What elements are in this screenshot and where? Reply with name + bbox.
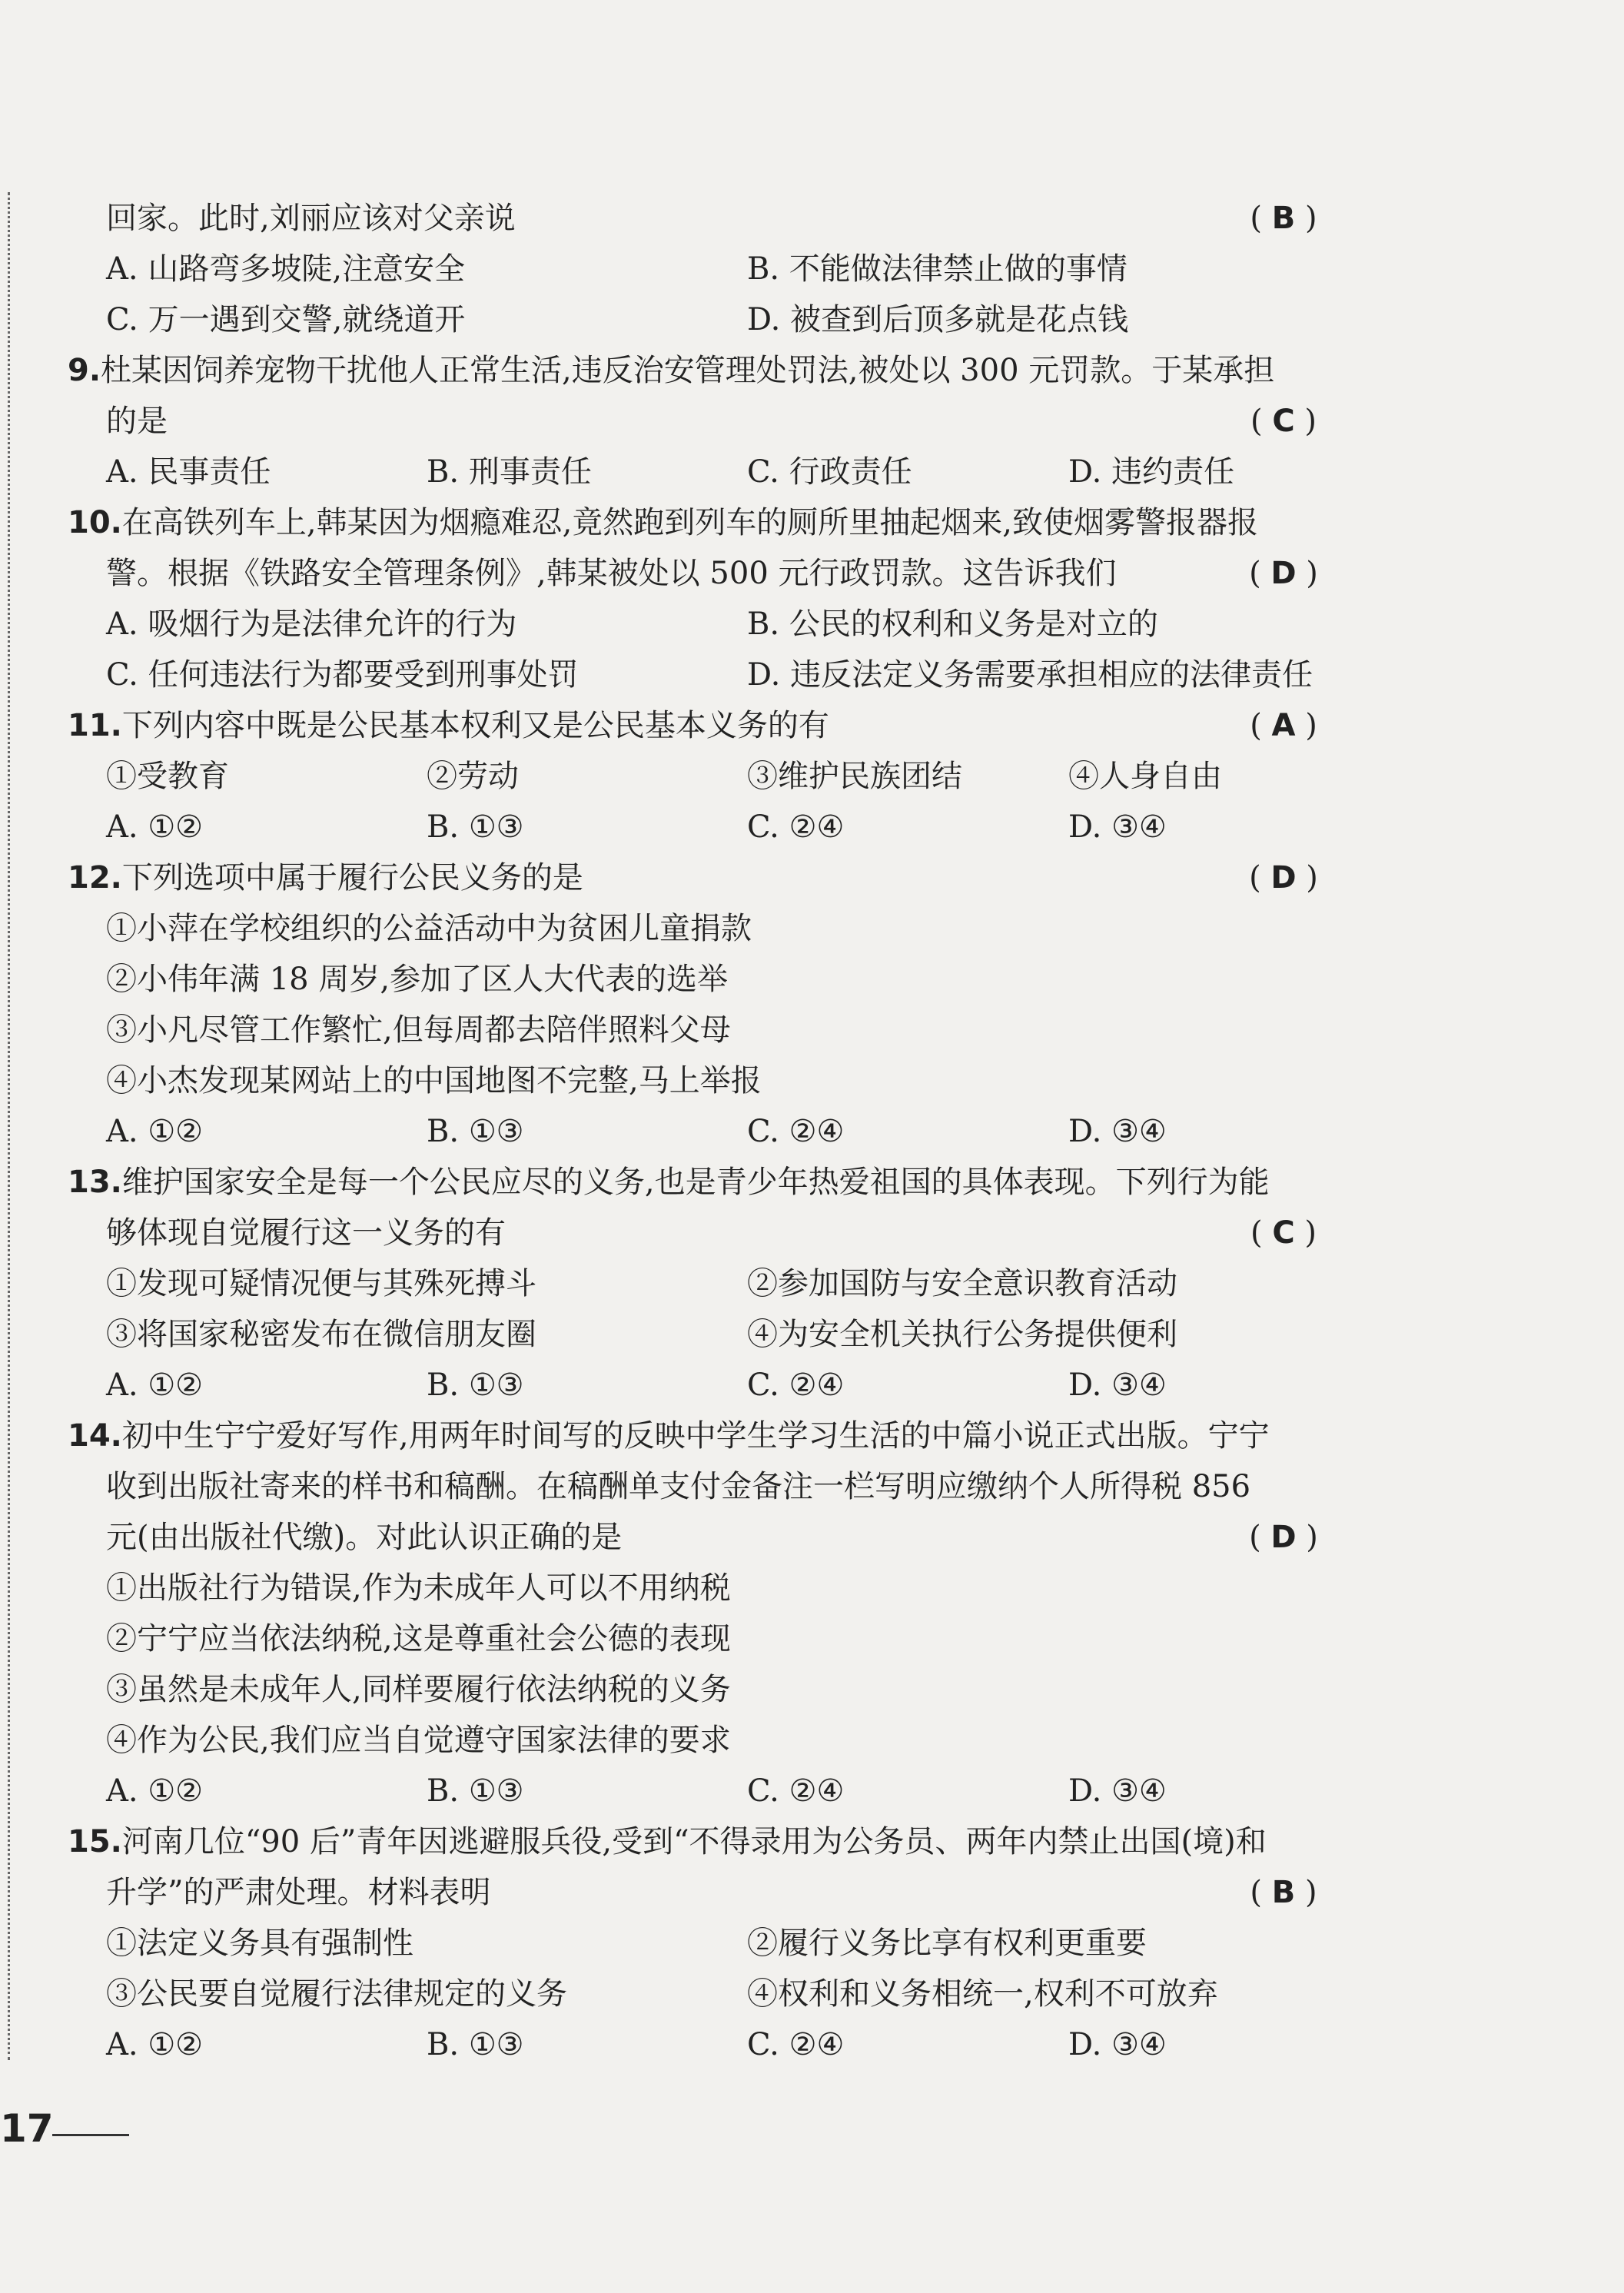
question-10-option-b: B. 公民的权利和义务是对立的 [747, 606, 1158, 642]
question-13-item-3: ③将国家秘密发布在微信朋友圈 [106, 1317, 536, 1352]
question-14-line-3: 元(由出版社代缴)。对此认识正确的是 [106, 1520, 623, 1555]
question-12-option-a: A. ①② [106, 1114, 204, 1149]
question-14-option-b: B. ①③ [427, 1773, 524, 1809]
binding-dotted-line [8, 192, 10, 2060]
question-8-option-d: D. 被查到后顶多就是花点钱 [747, 302, 1129, 337]
question-11-option-c: C. ②④ [747, 809, 845, 845]
question-12-option-b: B. ①③ [427, 1114, 524, 1149]
question-11-answer: ( A ) [1250, 708, 1317, 743]
question-15-number: 15. [68, 1824, 122, 1859]
question-14-number: 14. [68, 1418, 122, 1454]
question-11-item-4: ④人身自由 [1068, 759, 1222, 794]
question-11-line-1: 11.下列内容中既是公民基本权利又是公民基本义务的有 [68, 708, 829, 743]
question-15-option-c: C. ②④ [747, 2027, 845, 2062]
question-12-number: 12. [68, 860, 122, 896]
question-9-option-c: C. 行政责任 [747, 454, 912, 490]
question-14-answer: ( D ) [1249, 1520, 1318, 1555]
question-10-answer: ( D ) [1249, 556, 1318, 591]
question-14-option-c: C. ②④ [747, 1773, 845, 1809]
question-9-line-2: 的是 [106, 404, 168, 439]
question-13-item-2: ②参加国防与安全意识教育活动 [747, 1266, 1177, 1301]
question-15-line-1: 15.河南几位“90 后”青年因逃避服兵役,受到“不得录用为公务员、两年内禁止出国(境)和 [68, 1824, 1267, 1859]
question-12-item-2: ②小伟年满 18 周岁,参加了区人大代表的选举 [106, 962, 729, 997]
question-12-option-c: C. ②④ [747, 1114, 845, 1149]
question-10-option-a: A. 吸烟行为是法律允许的行为 [106, 606, 517, 642]
question-11-option-a: A. ①② [106, 809, 204, 845]
question-10-line-1: 10.在高铁列车上,韩某因为烟瘾难忍,竟然跑到列车的厕所里抽起烟来,致使烟雾警报器报 [68, 505, 1259, 540]
question-12-answer: ( D ) [1249, 860, 1318, 896]
question-14-item-2: ②宁宁应当依法纳税,这是尊重社会公德的表现 [106, 1621, 731, 1657]
question-8-answer: ( B ) [1250, 201, 1317, 236]
question-15-answer: ( B ) [1250, 1875, 1317, 1910]
question-15-option-a: A. ①② [106, 2027, 204, 2062]
question-11-item-3: ③维护民族团结 [747, 759, 962, 794]
question-12-option-d: D. ③④ [1068, 1114, 1167, 1149]
question-14-item-4: ④作为公民,我们应当自觉遵守国家法律的要求 [106, 1723, 731, 1758]
question-9-option-a: A. 民事责任 [106, 454, 271, 490]
question-13-line-2: 够体现自觉履行这一义务的有 [106, 1215, 506, 1251]
question-15-option-b: B. ①③ [427, 2027, 524, 2062]
question-8-option-c: C. 万一遇到交警,就绕道开 [106, 302, 466, 337]
question-14-item-3: ③虽然是未成年人,同样要履行依法纳税的义务 [106, 1672, 731, 1707]
question-13-option-d: D. ③④ [1068, 1367, 1167, 1403]
question-14-item-1: ①出版社行为错误,作为未成年人可以不用纳税 [106, 1570, 731, 1606]
question-15-item-2: ②履行义务比享有权利更重要 [747, 1926, 1147, 1961]
question-11-option-d: D. ③④ [1068, 809, 1167, 845]
question-15-option-d: D. ③④ [1068, 2027, 1167, 2062]
question-14-line-1: 14.初中生宁宁爱好写作,用两年时间写的反映中学生学习生活的中篇小说正式出版。宁宁 [68, 1418, 1270, 1454]
question-9-answer: ( C ) [1250, 404, 1317, 439]
page-number-rule [52, 2134, 129, 2136]
question-8-option-b: B. 不能做法律禁止做的事情 [747, 251, 1128, 287]
question-9-number: 9. [68, 353, 101, 388]
question-15-line-2: 升学”的严肃处理。材料表明 [106, 1875, 491, 1910]
question-10-option-d: D. 违反法定义务需要承担相应的法律责任 [747, 657, 1313, 693]
page-number: 17 [0, 2106, 54, 2151]
question-13-answer: ( C ) [1250, 1215, 1317, 1251]
question-13-number: 13. [68, 1165, 122, 1200]
question-13-option-b: B. ①③ [427, 1367, 524, 1403]
question-11-number: 11. [68, 708, 122, 743]
question-8-stem-end: 回家。此时,刘丽应该对父亲说 [106, 201, 516, 236]
question-15-item-3: ③公民要自觉履行法律规定的义务 [106, 1976, 567, 2012]
question-10-option-c: C. 任何违法行为都要受到刑事处罚 [106, 657, 579, 693]
question-11-item-2: ②劳动 [427, 759, 519, 794]
question-14-option-d: D. ③④ [1068, 1773, 1167, 1809]
question-15-item-1: ①法定义务具有强制性 [106, 1926, 413, 1961]
question-9-option-d: D. 违约责任 [1068, 454, 1235, 490]
question-8-option-a: A. 山路弯多坡陡,注意安全 [106, 251, 466, 287]
question-9-line-1: 9.杜某因饲养宠物干扰他人正常生活,违反治安管理处罚法,被处以 300 元罚款。于某承担 [68, 353, 1275, 388]
question-15-item-4: ④权利和义务相统一,权利不可放弃 [747, 1976, 1218, 2012]
question-14-option-a: A. ①② [106, 1773, 204, 1809]
question-12-item-3: ③小凡尽管工作繁忙,但每周都去陪伴照料父母 [106, 1012, 731, 1048]
question-14-line-2: 收到出版社寄来的样书和稿酬。在稿酬单支付金备注一栏写明应缴纳个人所得税 856 [106, 1469, 1251, 1504]
question-12-item-1: ①小萍在学校组织的公益活动中为贫困儿童捐款 [106, 911, 752, 946]
question-13-item-4: ④为安全机关执行公务提供便利 [747, 1317, 1177, 1352]
question-12-line-1: 12.下列选项中属于履行公民义务的是 [68, 860, 583, 896]
question-13-line-1: 13.维护国家安全是每一个公民应尽的义务,也是青少年热爱祖国的具体表现。下列行为能 [68, 1165, 1270, 1200]
question-12-item-4: ④小杰发现某网站上的中国地图不完整,马上举报 [106, 1063, 762, 1098]
question-13-item-1: ①发现可疑情况便与其殊死搏斗 [106, 1266, 536, 1301]
question-10-line-2: 警。根据《铁路安全管理条例》,韩某被处以 500 元行政罚款。这告诉我们 [106, 556, 1117, 591]
question-11-item-1: ①受教育 [106, 759, 229, 794]
question-13-option-c: C. ②④ [747, 1367, 845, 1403]
question-13-option-a: A. ①② [106, 1367, 204, 1403]
question-9-option-b: B. 刑事责任 [427, 454, 592, 490]
question-10-number: 10. [68, 505, 122, 540]
question-11-option-b: B. ①③ [427, 809, 524, 845]
